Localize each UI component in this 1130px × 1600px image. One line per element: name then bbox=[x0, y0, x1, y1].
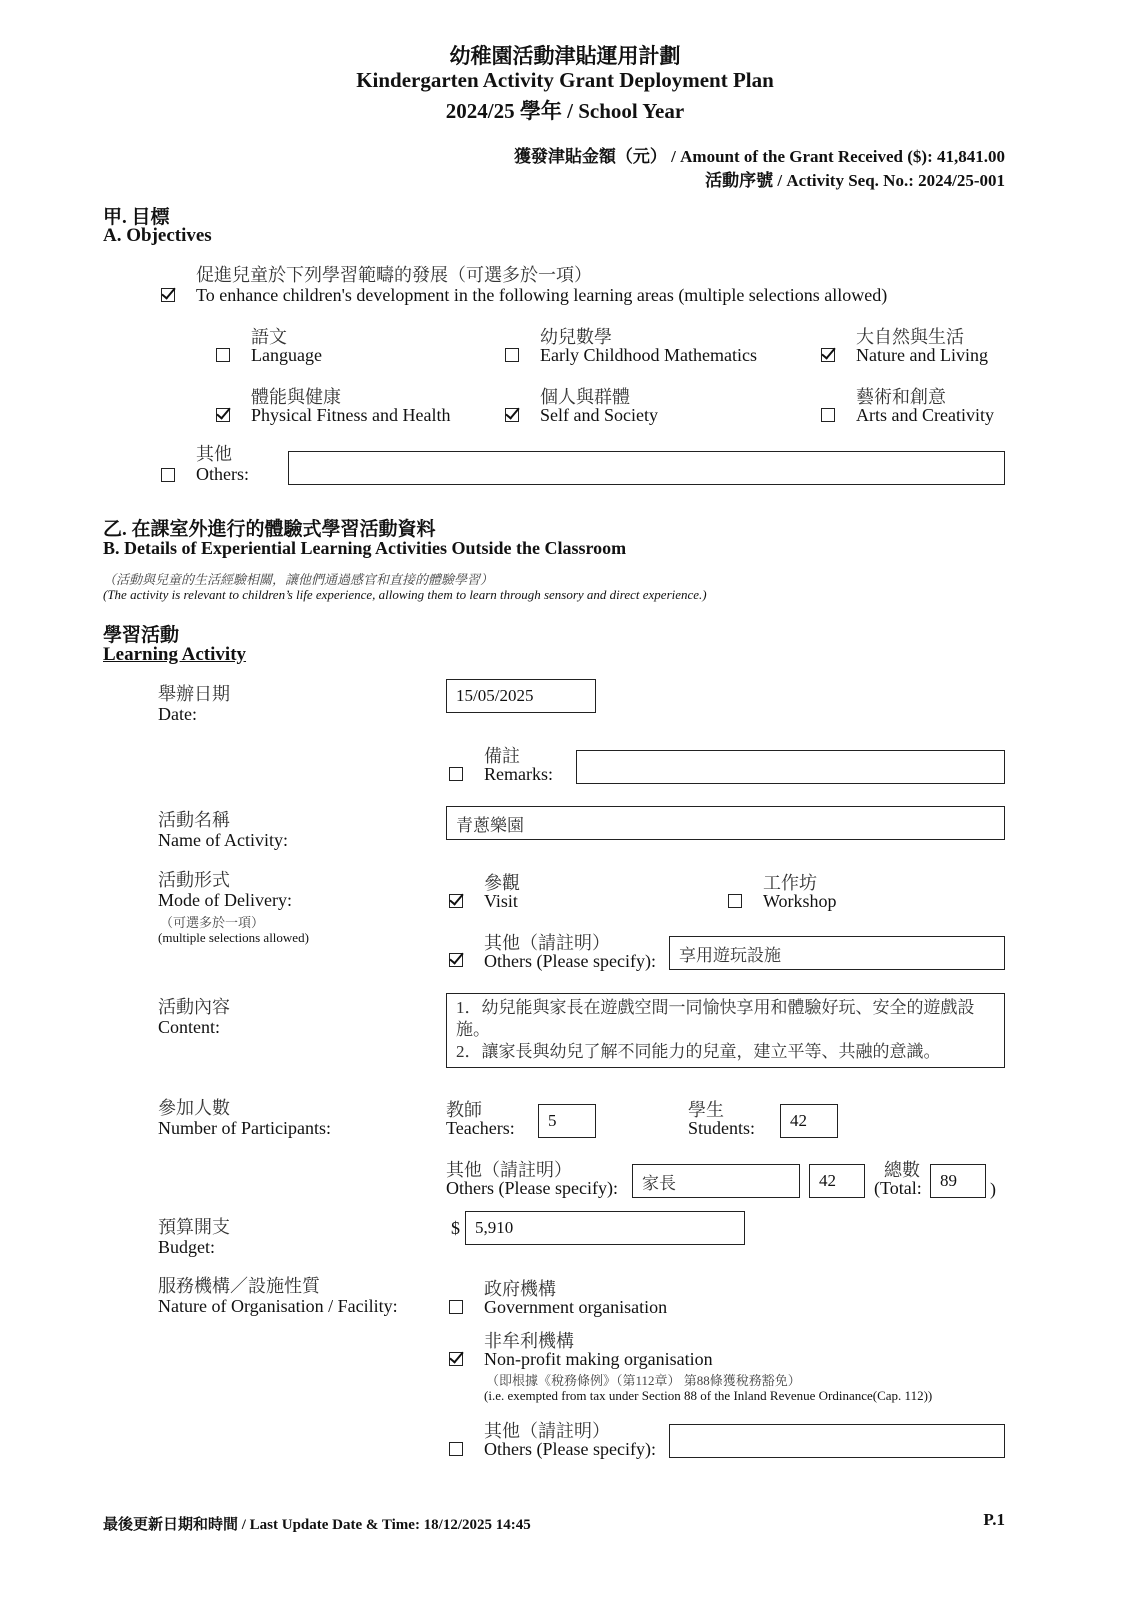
workshop-label-zh: 工作坊 bbox=[763, 873, 817, 893]
area-label-en: Nature and Living bbox=[856, 345, 988, 365]
area-checkbox[interactable] bbox=[821, 348, 835, 362]
others-checkbox[interactable] bbox=[161, 468, 175, 482]
visit-checkbox[interactable] bbox=[449, 894, 463, 908]
others-label-en: Others: bbox=[196, 464, 249, 484]
workshop-label-en: Workshop bbox=[763, 891, 837, 911]
total-input[interactable]: 89 bbox=[930, 1164, 986, 1198]
mode-other-label-zh: 其他（請註明） bbox=[484, 933, 610, 953]
remarks-label-zh: 備註 bbox=[484, 746, 520, 766]
mode-note-zh: （可選多於一項） bbox=[160, 915, 265, 930]
total-label-en: (Total: bbox=[874, 1178, 922, 1198]
gov-checkbox[interactable] bbox=[449, 1300, 463, 1314]
activity-name-input[interactable]: 青蔥樂園 bbox=[446, 806, 1005, 840]
teachers-label-en: Teachers: bbox=[446, 1118, 515, 1138]
mode-label-en: Mode of Delivery: bbox=[158, 890, 292, 910]
area-label-zh: 大自然與生活 bbox=[856, 327, 964, 347]
mode-label-zh: 活動形式 bbox=[158, 870, 230, 890]
content-label-zh: 活動內容 bbox=[158, 997, 230, 1017]
remarks-checkbox[interactable] bbox=[449, 767, 463, 781]
section-a-title-zh: 甲. 目標 bbox=[103, 207, 170, 228]
teachers-label-zh: 教師 bbox=[446, 1100, 482, 1120]
visit-label-zh: 參觀 bbox=[484, 873, 520, 893]
section-b-title-zh: 乙. 在課室外進行的體驗式學習活動資料 bbox=[103, 519, 436, 540]
visit-label-en: Visit bbox=[484, 891, 518, 911]
content-label-en: Content: bbox=[158, 1017, 220, 1037]
students-label-zh: 學生 bbox=[688, 1100, 724, 1120]
area-label-en: Physical Fitness and Health bbox=[251, 405, 451, 425]
area-label-zh: 體能與健康 bbox=[251, 387, 341, 407]
area-checkbox[interactable] bbox=[821, 408, 835, 422]
area-label-zh: 藝術和創意 bbox=[856, 387, 946, 407]
currency-symbol: $ bbox=[451, 1218, 460, 1238]
area-label-zh: 語文 bbox=[251, 327, 287, 347]
remarks-input[interactable] bbox=[576, 750, 1005, 784]
org-other-label-en: Others (Please specify): bbox=[484, 1439, 656, 1459]
name-label-zh: 活動名稱 bbox=[158, 810, 230, 830]
gov-label-en: Government organisation bbox=[484, 1297, 668, 1317]
others-participants-count-input[interactable]: 42 bbox=[809, 1164, 865, 1198]
enhance-label-en: To enhance children's development in the following learning areas (multiple selections allowed) bbox=[196, 285, 888, 305]
area-checkbox[interactable] bbox=[505, 408, 519, 422]
activity-seq: 活動序號 / Activity Seq. No.: 2024/25-001 bbox=[705, 171, 1005, 190]
title-en: Kindergarten Activity Grant Deployment Plan bbox=[356, 68, 774, 92]
name-label-en: Name of Activity: bbox=[158, 830, 288, 850]
mode-note-en: (multiple selections allowed) bbox=[158, 930, 309, 945]
nonprofit-label-zh: 非牟利機構 bbox=[484, 1331, 574, 1351]
org-other-label-zh: 其他（請註明） bbox=[484, 1421, 610, 1441]
others-input[interactable] bbox=[288, 451, 1005, 485]
learning-activity-en: Learning Activity bbox=[103, 644, 247, 665]
mode-other-input[interactable]: 享用遊玩設施 bbox=[669, 936, 1005, 970]
participants-label-en: Number of Participants: bbox=[158, 1118, 331, 1138]
section-b-note-en: (The activity is relevant to children’s life experience, allowing them to learn through sensory and direct experience.) bbox=[103, 587, 707, 602]
page-number: P.1 bbox=[983, 1510, 1005, 1529]
content-textarea[interactable]: 1．幼兒能與家長在遊戲空間一同愉快享用和體驗好玩、安全的遊戲設施。 2．讓家長與幼兒了解不同能力的兒童，建立平等、共融的意識。 bbox=[446, 993, 1005, 1068]
mode-other-label-en: Others (Please specify): bbox=[484, 951, 656, 971]
area-label-en: Self and Society bbox=[540, 405, 658, 425]
remarks-label-en: Remarks: bbox=[484, 764, 553, 784]
area-label-zh: 幼兒數學 bbox=[540, 327, 612, 347]
date-label-en: Date: bbox=[158, 704, 197, 724]
mode-other-checkbox[interactable] bbox=[449, 953, 463, 967]
section-b-title-en: B. Details of Experiential Learning Activities Outside the Classroom bbox=[103, 538, 627, 558]
students-input[interactable]: 42 bbox=[780, 1104, 838, 1138]
total-label-zh: 總數 bbox=[884, 1160, 920, 1180]
area-checkbox[interactable] bbox=[216, 408, 230, 422]
enhance-checkbox[interactable] bbox=[161, 288, 175, 302]
area-label-en: Early Childhood Mathematics bbox=[540, 345, 757, 365]
org-other-checkbox[interactable] bbox=[449, 1442, 463, 1456]
learning-activity-zh: 學習活動 bbox=[103, 625, 180, 646]
title-zh: 幼稚園活動津貼運用計劃 bbox=[449, 44, 681, 68]
nonprofit-note-en: (i.e. exempted from tax under Section 88 of the Inland Revenue Ordinance(Cap. 112)) bbox=[484, 1388, 933, 1403]
participants-label-zh: 參加人數 bbox=[158, 1098, 230, 1118]
area-label-zh: 個人與群體 bbox=[540, 387, 630, 407]
nonprofit-note-zh: （即根據《稅務條例》（第112章） 第88條獲稅務豁免） bbox=[486, 1373, 801, 1388]
section-b-note-zh: （活動與兒童的生活經驗相關，讓他們通過感官和直接的體驗學習） bbox=[103, 572, 494, 587]
school-year: 2024/25 學年 / School Year bbox=[445, 99, 685, 123]
area-label-en: Language bbox=[251, 345, 322, 365]
nonprofit-checkbox[interactable] bbox=[449, 1352, 463, 1366]
date-input[interactable]: 15/05/2025 bbox=[446, 679, 596, 713]
teachers-input[interactable]: 5 bbox=[538, 1104, 596, 1138]
enhance-label-zh: 促進兒童於下列學習範疇的發展（可選多於一項） bbox=[196, 265, 592, 285]
others-participants-spec-input[interactable]: 家長 bbox=[632, 1164, 800, 1198]
budget-input[interactable]: 5,910 bbox=[465, 1211, 745, 1245]
org-label-en: Nature of Organisation / Facility: bbox=[158, 1296, 398, 1316]
grant-amount: 獲發津貼金額（元） / Amount of the Grant Received ($): 41,841.00 bbox=[513, 147, 1005, 166]
total-close-paren: ) bbox=[990, 1179, 996, 1199]
others-participants-label-zh: 其他（請註明） bbox=[446, 1160, 572, 1180]
org-other-input[interactable] bbox=[669, 1424, 1005, 1458]
others-participants-label-en: Others (Please specify): bbox=[446, 1178, 618, 1198]
budget-label-en: Budget: bbox=[158, 1237, 215, 1257]
budget-label-zh: 預算開支 bbox=[158, 1217, 230, 1237]
org-label-zh: 服務機構／設施性質 bbox=[158, 1276, 320, 1296]
gov-label-zh: 政府機構 bbox=[484, 1279, 556, 1299]
nonprofit-label-en: Non-profit making organisation bbox=[484, 1349, 713, 1369]
date-label-zh: 舉辦日期 bbox=[158, 684, 230, 704]
area-checkbox[interactable] bbox=[505, 348, 519, 362]
others-label-zh: 其他 bbox=[196, 444, 232, 464]
students-label-en: Students: bbox=[688, 1118, 756, 1138]
area-checkbox[interactable] bbox=[216, 348, 230, 362]
section-a-title-en: A. Objectives bbox=[103, 225, 212, 246]
workshop-checkbox[interactable] bbox=[728, 894, 742, 908]
area-label-en: Arts and Creativity bbox=[856, 405, 994, 425]
last-update: 最後更新日期和時間 / Last Update Date & Time: 18/12/2025 14:45 bbox=[103, 1517, 531, 1533]
